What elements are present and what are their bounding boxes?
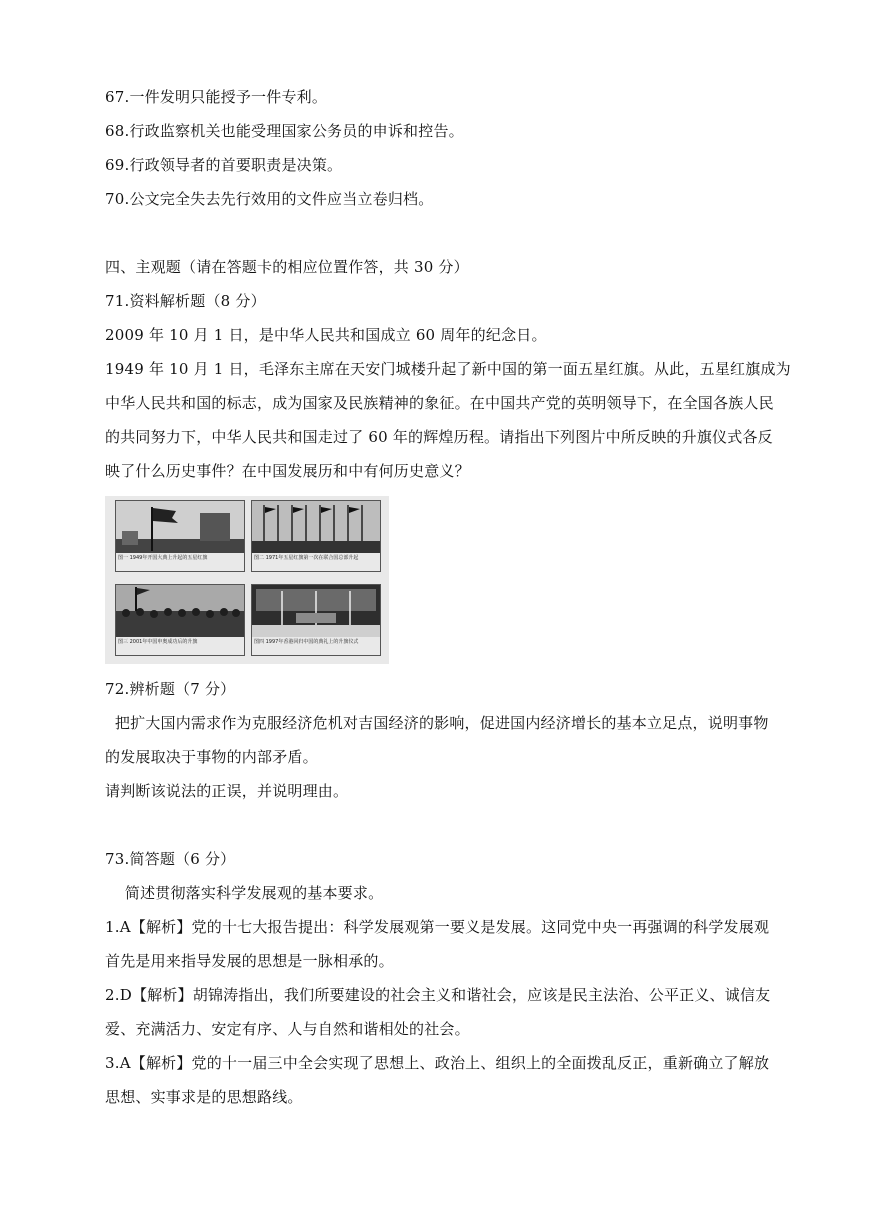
- section-heading: 四、主观题（请在答题卡的相应位置作答，共 30 分）: [105, 258, 469, 276]
- answer-3-line: 3.A【解析】党的十一届三中全会实现了思想上、政治上、组织上的全面拨乱反正，重新确立了解放: [105, 1054, 770, 1072]
- question-72-title: 72.辨析题（7 分）: [105, 680, 236, 698]
- question-71-title: 71.资料解析题（8 分）: [105, 292, 266, 310]
- photo-2-caption: 图二 1971年五星红旗第一次在联合国总部升起: [254, 555, 359, 561]
- photo-panel-3: [115, 584, 245, 656]
- question-71-text-line: 中华人民共和国的标志，成为国家及民族精神的象征。在中国共产党的英明领导下，在全国各族人民: [105, 394, 774, 412]
- question-69: 69.行政领导者的首要职责是决策。: [105, 156, 343, 174]
- answer-2-line: 爱、充满活力、安定有序、人与自然和谐相处的社会。: [105, 1020, 470, 1038]
- question-70: 70.公文完全失去先行效用的文件应当立卷归档。: [105, 190, 434, 208]
- question-72-text-line: 的发展取决于事物的内部矛盾。: [105, 748, 318, 766]
- photo-3-image: [116, 585, 244, 637]
- photo-panel-2: [251, 500, 381, 572]
- question-68: 68.行政监察机关也能受理国家公务员的申诉和控告。: [105, 122, 464, 140]
- photo-1-image: [116, 501, 244, 553]
- photo-2-image: [252, 501, 380, 553]
- question-72-text-line: 把扩大国内需求作为克服经济危机对吉国经济的影响，促进国内经济增长的基本立足点，说明事物: [105, 714, 769, 732]
- question-67: 67.一件发明只能授予一件专利。: [105, 88, 328, 106]
- answer-1-line: 首先是用来指导发展的思想是一脉相承的。: [105, 952, 394, 970]
- question-71-text-line: 的共同努力下，中华人民共和国走过了 60 年的辉煌历程。请指出下列图片中所反映的升旗仪式各反: [105, 428, 773, 446]
- question-71-intro: 2009 年 10 月 1 日，是中华人民共和国成立 60 周年的纪念日。: [105, 326, 547, 344]
- flag-raising-photo-grid: [105, 496, 389, 664]
- photo-panel-4: [251, 584, 381, 656]
- question-71-text-line: 映了什么历史事件？在中国发展历和中有何历史意义？: [105, 462, 470, 480]
- answer-2-line: 2.D【解析】胡锦涛指出，我们所要建设的社会主义和谐社会，应该是民主法治、公平正义、诚信友: [105, 986, 771, 1004]
- photo-4-caption: 图四 1997年香港回归中国的典礼上的升旗仪式: [254, 639, 359, 645]
- question-72-instruction: 请判断该说法的正误，并说明理由。: [105, 782, 349, 800]
- answer-1-line: 1.A【解析】党的十七大报告提出：科学发展观第一要义是发展。这同党中央一再强调的科学发展观: [105, 918, 770, 936]
- question-73-title: 73.简答题（6 分）: [105, 850, 236, 868]
- photo-panel-1: [115, 500, 245, 572]
- photo-1-caption: 图一 1949年开国大典上升起的五星红旗: [118, 555, 208, 561]
- answer-3-line: 思想、实事求是的思想路线。: [105, 1088, 303, 1106]
- photo-3-caption: 图三 2001年中国申奥成功后的升旗: [118, 639, 198, 645]
- question-71-text-line: 1949 年 10 月 1 日，毛泽东主席在天安门城楼升起了新中国的第一面五星红旗。从此，五星红旗成为: [105, 360, 791, 378]
- photo-4-image: [252, 585, 380, 637]
- question-73-text: 简述贯彻落实科学发展观的基本要求。: [105, 884, 384, 902]
